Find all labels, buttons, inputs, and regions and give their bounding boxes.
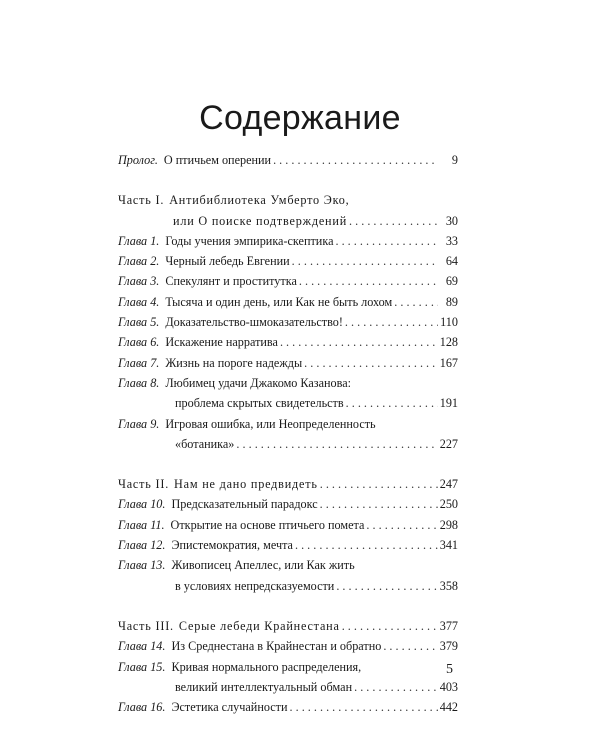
entry-title-cont: в условиях непредсказуемости (175, 578, 335, 593)
leader-dots (366, 515, 437, 535)
entry-title: Эстетика случайности (171, 700, 288, 715)
entry-title-cont: «ботаника» (175, 436, 235, 451)
entry-label: Глава 13. (118, 558, 166, 573)
entry-label: Глава 3. (118, 274, 160, 289)
entry-page: 298 (439, 517, 458, 532)
entry-title: Спекулянт и проститутка (165, 274, 297, 289)
toc-entry-chapter-12[interactable] (118, 535, 458, 555)
entry-label: Глава 6. (118, 335, 160, 350)
entry-title: Кривая нормального распределения, (171, 659, 362, 674)
leader-dots (236, 434, 437, 454)
toc-entry-part-1[interactable] (118, 190, 458, 210)
toc-entry-chapter-9-cont[interactable] (118, 434, 458, 454)
entry-page: 377 (439, 618, 458, 633)
leader-dots (342, 616, 438, 636)
page-title: Содержание (199, 98, 401, 137)
toc-entry-chapter-8[interactable] (118, 373, 458, 393)
entry-label: Глава 16. (118, 700, 166, 715)
entry-label: Глава 5. (118, 315, 160, 330)
toc-entry-chapter-9[interactable] (118, 414, 458, 434)
toc-entry-chapter-4[interactable] (118, 292, 458, 312)
entry-label: Глава 4. (118, 294, 160, 309)
leader-dots (345, 312, 438, 332)
entry-page: 250 (439, 497, 458, 512)
entry-page: 341 (439, 538, 458, 553)
entry-page: 110 (440, 315, 458, 330)
entry-label: Глава 12. (118, 538, 166, 553)
toc-entry-chapter-11[interactable] (118, 515, 458, 535)
entry-label: Глава 15. (118, 659, 166, 674)
entry-page: 89 (445, 294, 458, 309)
entry-page: 358 (439, 578, 458, 593)
toc-entry-part-2[interactable] (118, 474, 458, 494)
entry-label: Глава 8. (118, 375, 160, 390)
entry-label: Глава 10. (118, 497, 166, 512)
leader-dots (394, 292, 438, 312)
table-of-contents (118, 150, 458, 717)
leader-dots (292, 251, 438, 271)
part-title: Серые лебеди Крайнестана (178, 618, 340, 633)
entry-label: Глава 9. (118, 416, 160, 431)
toc-entry-chapter-6[interactable] (118, 332, 458, 352)
toc-entry-chapter-15[interactable] (118, 657, 458, 677)
entry-page: 69 (445, 274, 458, 289)
toc-entry-chapter-13[interactable] (118, 555, 458, 575)
entry-page: 30 (445, 213, 458, 228)
entry-page: 33 (445, 233, 458, 248)
toc-entry-part-1-cont[interactable] (118, 211, 458, 231)
leader-dots (336, 576, 437, 596)
entry-page: 9 (451, 153, 458, 167)
leader-dots (320, 474, 438, 494)
toc-entry-chapter-13-cont[interactable] (118, 576, 458, 596)
entry-title: Искажение нарратива (165, 335, 278, 350)
page-number: 5 (446, 662, 453, 677)
leader-dots (295, 535, 438, 555)
entry-page: 403 (439, 679, 458, 694)
part-title: Антибиблиотека Умберто Эко, (169, 193, 350, 208)
leader-dots (349, 211, 438, 231)
part-label: Часть III. (118, 618, 174, 633)
entry-title: Доказательство-шмоказательство! (165, 315, 343, 330)
entry-title: Предсказательный парадокс (171, 497, 318, 512)
entry-label: Глава 14. (118, 639, 166, 654)
leader-dots (354, 677, 438, 697)
entry-title: Живописец Апеллес, или Как жить (171, 558, 355, 573)
toc-entry-chapter-15-cont[interactable] (118, 677, 458, 697)
entry-title: Любимец удачи Джакомо Казанова: (165, 375, 352, 390)
toc-entry-chapter-8-cont[interactable] (118, 393, 458, 413)
entry-label: Глава 2. (118, 254, 160, 269)
entry-title: Из Среднестана в Крайнестан и обратно (171, 639, 382, 654)
entry-page: 379 (439, 639, 458, 654)
entry-title: Черный лебедь Евгении (165, 254, 290, 269)
entry-title: Игровая ошибка, или Неопределенность (165, 416, 376, 431)
leader-dots (273, 150, 438, 170)
part-label: Часть II. (118, 477, 170, 492)
toc-entry-chapter-7[interactable] (118, 353, 458, 373)
entry-label: Глава 7. (118, 355, 160, 370)
entry-title: Жизнь на пороге надежды (165, 355, 303, 370)
entry-page: 442 (439, 700, 458, 715)
leader-dots (320, 494, 438, 514)
toc-entry-chapter-3[interactable] (118, 271, 458, 291)
entry-title: Эпистемократия, мечта (171, 538, 293, 553)
toc-entry-prologue[interactable] (118, 150, 458, 170)
toc-entry-chapter-10[interactable] (118, 494, 458, 514)
part-title: Нам не дано предвидеть (174, 477, 318, 492)
toc-entry-chapter-1[interactable] (118, 231, 458, 251)
entry-page: 128 (439, 335, 458, 350)
entry-title: Тысяча и один день, или Как не быть лохом (165, 294, 393, 309)
part-label: Часть I. (118, 193, 165, 208)
entry-page: 64 (445, 254, 458, 269)
entry-title: О птичьем оперении (163, 153, 272, 167)
entry-label: Глава 1. (118, 233, 160, 248)
leader-dots (383, 636, 437, 656)
leader-dots (299, 271, 438, 291)
leader-dots (304, 353, 438, 373)
leader-dots (346, 393, 438, 413)
toc-entry-chapter-16[interactable] (118, 697, 458, 717)
entry-label: Пролог. (118, 153, 158, 167)
leader-dots (280, 332, 438, 352)
toc-entry-part-3[interactable] (118, 616, 458, 636)
part-title-cont: или О поиске подтверждений (173, 213, 348, 228)
entry-title-cont: великий интеллектуальный обман (175, 679, 353, 694)
entry-title-cont: проблема скрытых свидетельств (175, 396, 344, 411)
toc-entry-chapter-2[interactable] (118, 251, 458, 271)
toc-entry-chapter-5[interactable] (118, 312, 458, 332)
entry-title: Открытие на основе птичьего помета (170, 517, 365, 532)
toc-entry-chapter-14[interactable] (118, 636, 458, 656)
entry-title: Годы учения эмпирика-скептика (165, 233, 334, 248)
entry-label: Глава 11. (118, 517, 165, 532)
entry-page: 167 (439, 355, 458, 370)
entry-page: 227 (439, 436, 458, 451)
leader-dots (335, 231, 438, 251)
entry-page: 247 (439, 477, 458, 492)
leader-dots (290, 697, 438, 717)
entry-page: 191 (439, 396, 458, 411)
